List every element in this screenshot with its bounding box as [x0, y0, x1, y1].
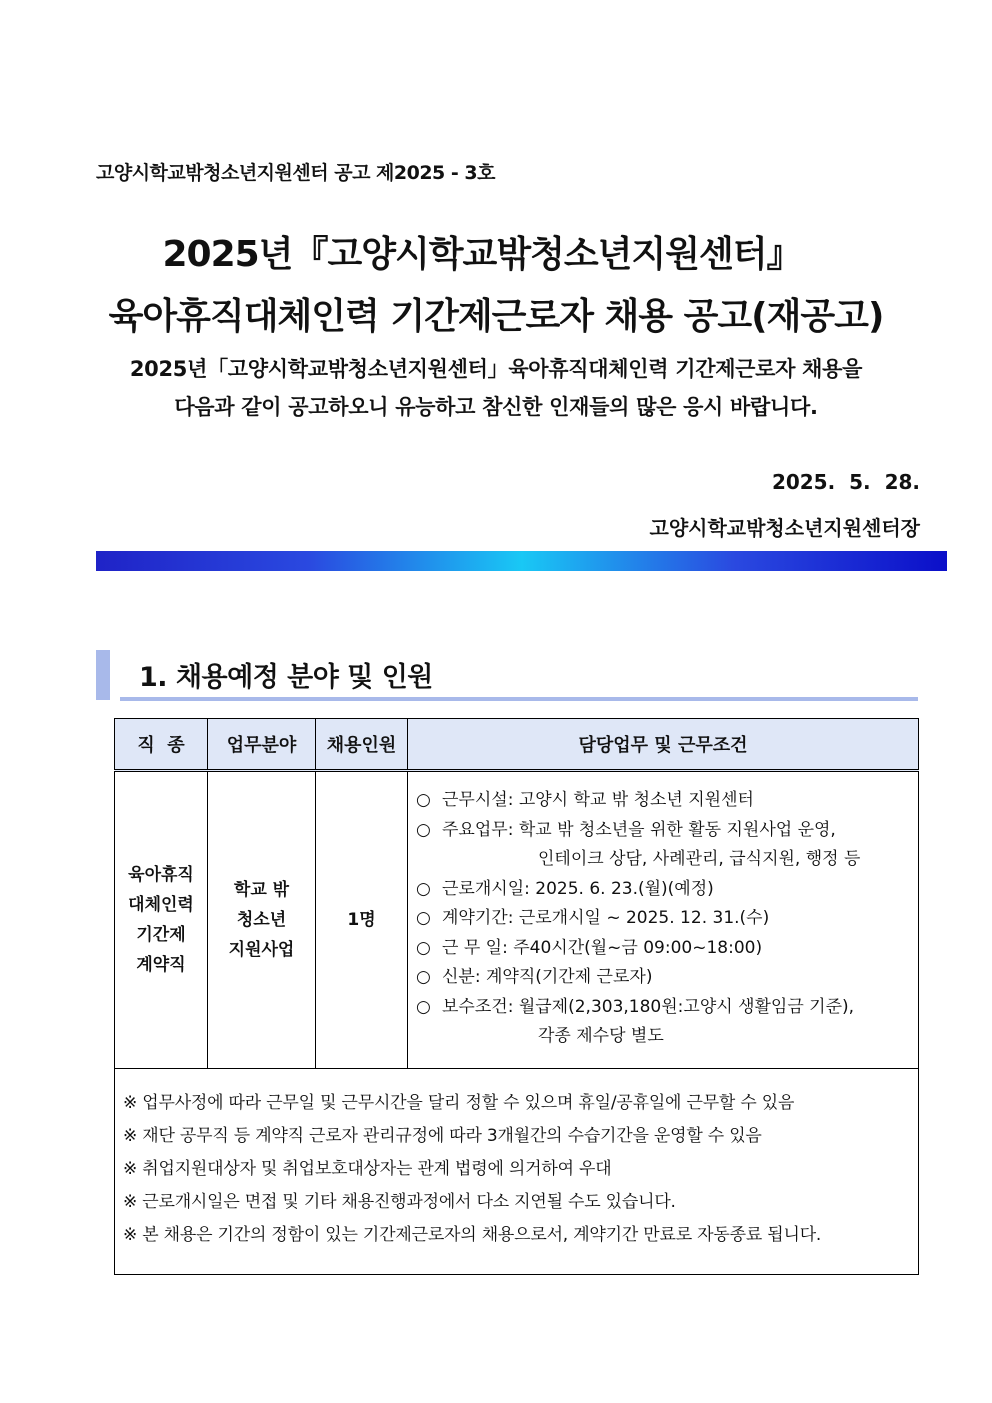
condition-item: [416, 816, 918, 846]
condition-item: [416, 875, 918, 905]
job-type-cell: [115, 771, 208, 1069]
title-line-1: 2025년『고양시학교밖청소년지원센터』: [162, 234, 802, 275]
condition-text: 2025. 6. 23.(월)(예정): [535, 878, 714, 899]
intro-line-2: 다음과 같이 공고하오니 유능하고 참신한 인재들의 많은 응시 바랍니다.: [174, 395, 818, 419]
header-job-type: 직 종: [115, 719, 208, 771]
circle-bullet: ○: [416, 819, 431, 840]
table-header-row: [115, 719, 919, 771]
condition-label: 계약기간:: [442, 908, 514, 928]
header-duties: 담당업무 및 근무조건: [408, 719, 919, 771]
condition-text: 고양시 학교 밖 청소년 지원센터: [518, 790, 754, 810]
note-item: ※ 업무사정에 따라 근무일 및 근무시간을 달리 정할 수 있으며 휴일/공휴일에 근무할 수 있음: [123, 1092, 795, 1113]
circle-bullet: ○: [416, 878, 431, 899]
job-type-line: 계약직: [136, 954, 186, 975]
intro-paragraph: [0, 350, 992, 426]
note-item: ※ 취업지원대상자 및 취업보호대상자는 관계 법령에 의거하여 우대: [123, 1158, 612, 1179]
header-headcount: 채용인원: [316, 719, 408, 771]
title-line-2: 육아휴직대체인력 기간제근로자 채용 공고(재공고): [108, 296, 884, 337]
condition-item: [416, 934, 918, 964]
section-marker: [96, 650, 110, 700]
condition-label: 주요업무:: [442, 819, 514, 840]
condition-continuation: 각종 제수당 별도: [538, 1026, 664, 1046]
note-item: ※ 근로개시일은 면접 및 기타 채용진행과정에서 다소 지연될 수도 있습니다.: [123, 1191, 676, 1212]
condition-item: [416, 786, 918, 816]
recruitment-table: [114, 718, 919, 1275]
section-title: 1. 채용예정 분야 및 인원: [139, 662, 433, 693]
note-item: ※ 본 채용은 기간의 정함이 있는 기간제근로자의 채용으로서, 계약기간 만료로 자동종료 됩니다.: [123, 1224, 822, 1245]
notes-cell: [115, 1068, 919, 1274]
header-work-field: 업무분야: [208, 719, 316, 771]
headcount-cell: 1명: [316, 771, 408, 1069]
circle-bullet: ○: [416, 967, 431, 987]
decorative-gradient-bar: [96, 551, 947, 571]
condition-text: 월급제(2,303,180원:고양시 생활임금 기준),: [518, 996, 855, 1017]
job-type-line: 대체인력: [128, 894, 194, 915]
condition-label: 보수조건:: [442, 996, 514, 1017]
condition-text: 근로개시일 ~ 2025. 12. 31.(수): [518, 908, 770, 928]
note-item: ※ 재단 공무직 등 계약직 근로자 관리규정에 따라 3개월간의 수습기간을 운영할 수 있음: [123, 1125, 762, 1146]
conditions-cell: [408, 771, 919, 1069]
issuer: 고양시학교밖청소년지원센터장: [649, 516, 920, 540]
condition-item: [416, 963, 918, 993]
notice-number: 고양시학교밖청소년지원센터 공고 제2025 - 3호: [96, 162, 495, 184]
condition-item: [416, 993, 918, 1023]
work-field-line: 학교 밖: [233, 879, 290, 900]
announcement-date: 2025. 5. 28.: [771, 470, 920, 494]
work-field-line: 지원사업: [228, 939, 295, 960]
condition-item: [416, 904, 918, 934]
condition-text: 계약직(기간제 근로자): [485, 967, 653, 987]
table-row: [115, 771, 919, 1069]
condition-text: 주40시간(월~금 09:00~18:00): [513, 937, 763, 958]
intro-line-1: 2025년「고양시학교밖청소년지원센터」육아휴직대체인력 기간제근로자 채용을: [129, 357, 863, 381]
circle-bullet: ○: [416, 790, 431, 810]
condition-label: 근 무 일:: [442, 937, 508, 958]
condition-continuation: 인테이크 상담, 사례관리, 급식지원, 행정 등: [538, 849, 861, 869]
condition-text: 학교 밖 청소년을 위한 활동 지원사업 운영,: [518, 819, 836, 840]
work-field-line: 청소년: [236, 909, 287, 930]
circle-bullet: ○: [416, 937, 431, 958]
job-type-line: 육아휴직: [128, 864, 194, 885]
condition-label: 근로개시일:: [442, 878, 530, 899]
notes-row: [115, 1068, 919, 1274]
section-underline: [120, 697, 918, 701]
condition-label: 근무시설:: [442, 790, 514, 810]
work-field-cell: [208, 771, 316, 1069]
circle-bullet: ○: [416, 908, 431, 928]
circle-bullet: ○: [416, 996, 431, 1017]
job-type-line: 기간제: [136, 924, 186, 945]
condition-label: 신분:: [442, 967, 481, 987]
